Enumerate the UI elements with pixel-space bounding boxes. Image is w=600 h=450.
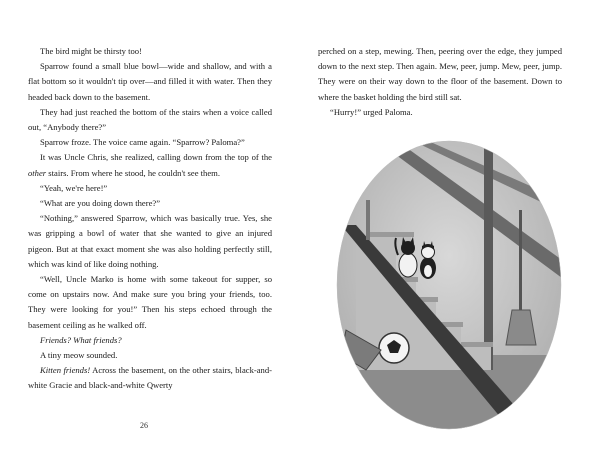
- paragraph: [28, 135, 272, 150]
- text-run: Sparrow froze. The voice came again. “Sparrow? Paloma?”: [40, 137, 245, 148]
- paragraph: [28, 150, 272, 180]
- text-run: perched on a step, mewing. Then, peering over the edge, they jumped down to the next step. Then again. Mew, peer, jump. Mew, peer, jump. They were on their way down to the floor of the basement. Down to where the basket holding the bird still sat.: [318, 46, 562, 102]
- paragraph: [28, 211, 272, 272]
- emphasis-text: other: [28, 167, 47, 178]
- paragraph: [28, 348, 272, 363]
- paragraph: [318, 105, 562, 120]
- text-run: It was Uncle Chris, she realized, calling down from the top of the: [40, 152, 272, 163]
- text-run: “Well, Uncle Marko is home with some takeout for supper, so come on upstairs now. And make sure you bring your friends, too. They were looking for you!” Then his steps echoed through the basement ceiling as he walked off.: [28, 274, 272, 330]
- text-run: “Yeah, we're here!”: [40, 182, 108, 193]
- paragraph: [28, 333, 272, 348]
- paragraph: [28, 363, 272, 393]
- emphasis-text: Kitten friends!: [40, 365, 91, 376]
- text-run: Across the basement, on the other stairs, black-and-white Gracie and black-and-white Qwerty: [28, 365, 272, 391]
- left-page-text: [28, 44, 272, 394]
- text-run: “Nothing,” answered Sparrow, which was basically true. Yes, she was gripping a bowl of water that she wanted to give an injured pigeon. But at that exact moment she was also holding perfectly still, which was kind of like doing nothing.: [28, 213, 272, 269]
- paragraph: [318, 44, 562, 105]
- text-run: stairs. From where he stood, he couldn't see them.: [46, 167, 221, 178]
- paragraph: [28, 44, 272, 59]
- paragraph: [28, 59, 272, 105]
- paragraph: [28, 196, 272, 211]
- text-run: Sparrow found a small blue bowl—wide and shallow, and with a flat bottom so it wouldn't tip over—and filled it with water. Then they headed back down to the basement.: [28, 61, 272, 102]
- paragraph: [28, 105, 272, 135]
- text-run: A tiny meow sounded.: [40, 350, 118, 361]
- emphasis-text: Friends? What friends?: [40, 334, 122, 345]
- paragraph: [28, 272, 272, 333]
- page-number: 26: [140, 421, 148, 430]
- right-page-text: [318, 44, 562, 120]
- kittens-on-stairs-illustration: [336, 140, 562, 430]
- text-run: “What are you doing down there?”: [40, 198, 161, 209]
- text-run: They had just reached the bottom of the stairs when a voice called out, “Anybody there?”: [28, 106, 272, 133]
- paragraph: [28, 181, 272, 196]
- text-run: The bird might be thirsty too!: [40, 46, 142, 56]
- text-run: “Hurry!” urged Paloma.: [330, 106, 413, 117]
